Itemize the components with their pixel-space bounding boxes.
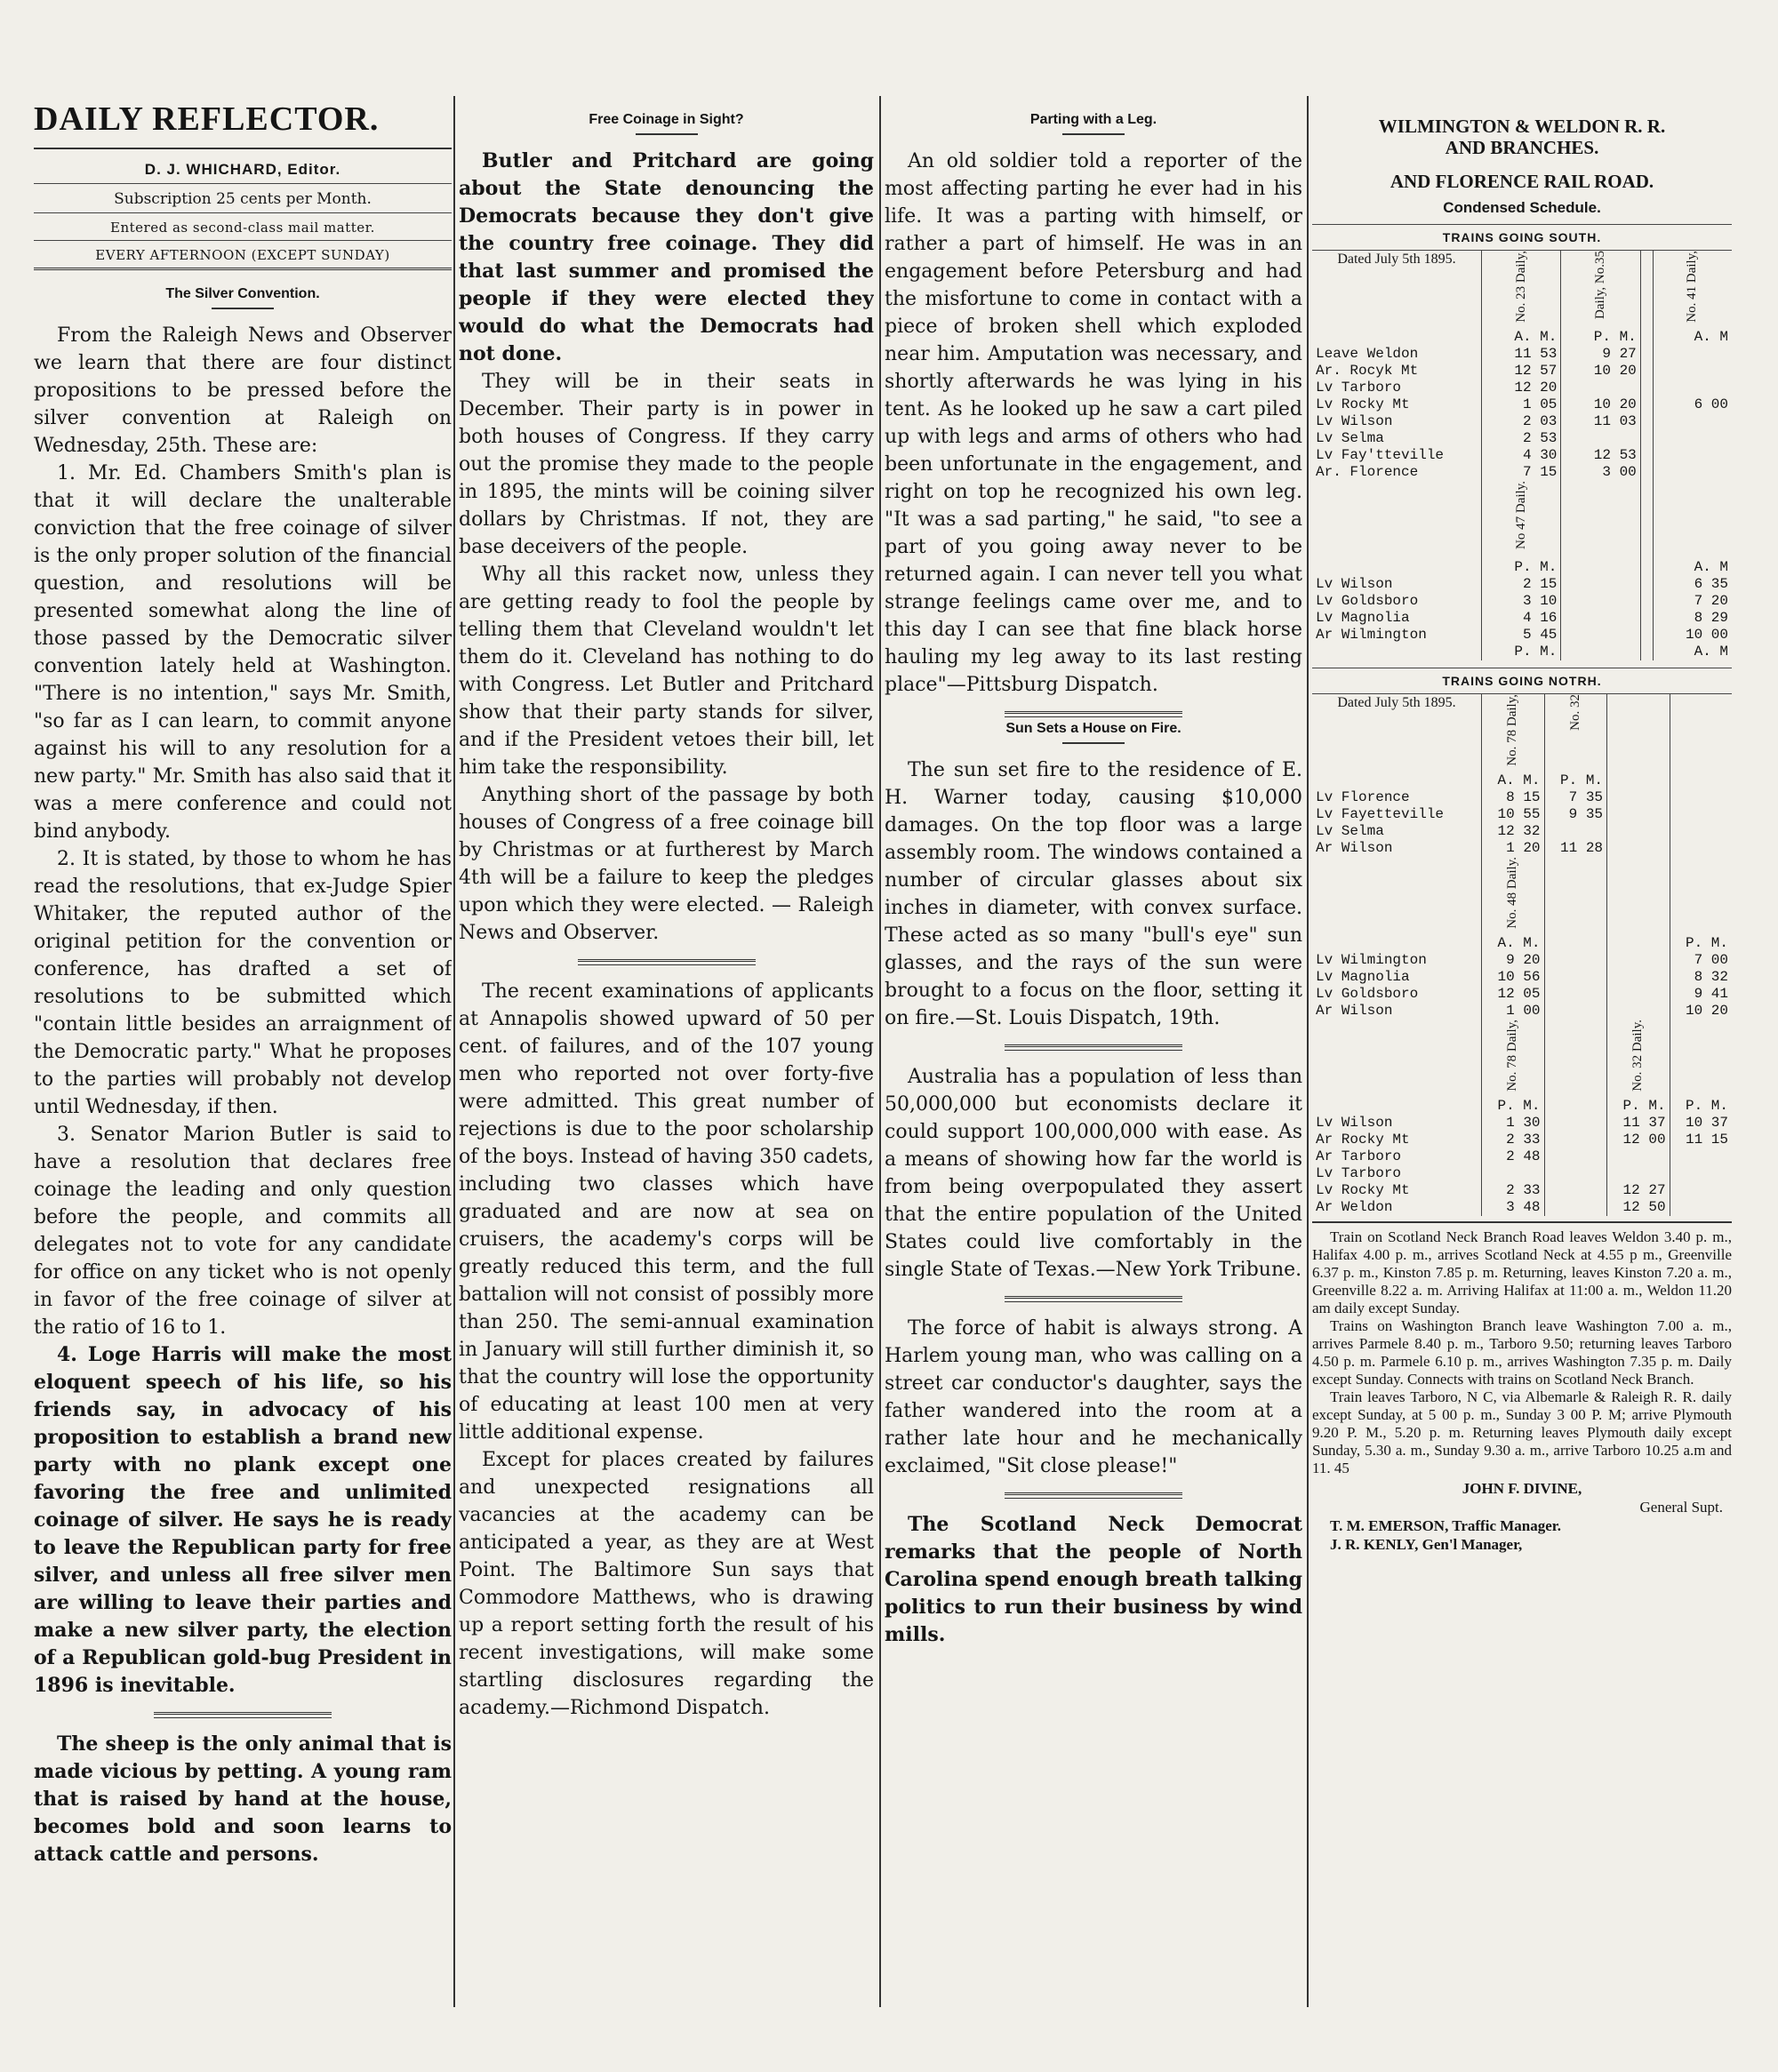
station-cell: Ar. Florence (1316, 464, 1419, 480)
time-cell: P. M. (1670, 935, 1732, 952)
time-cell (1640, 363, 1653, 380)
timetable-row (1312, 772, 1732, 789)
time-cell: 2 33 (1482, 1132, 1545, 1148)
time-cell: 7 00 (1670, 952, 1732, 969)
time-cell (1607, 823, 1670, 840)
station-cell: Lv Florence (1316, 789, 1410, 805)
time-cell (1640, 627, 1653, 644)
column-4 (1312, 96, 1732, 2007)
time-cell: 9 27 (1561, 346, 1640, 363)
dated-cell: Dated July 5th 1895. (1337, 695, 1456, 710)
south-rows (1312, 329, 1732, 481)
train-48-header: No. 48 Daily. (1505, 857, 1520, 929)
time-cell: 11 28 (1544, 840, 1607, 857)
subscription-line: Subscription 25 cents per Month. (34, 184, 452, 213)
timetable-row (1312, 789, 1732, 806)
station-cell: Lv Magnolia (1316, 969, 1410, 985)
station-cell (1312, 644, 1482, 660)
time-cell (1640, 610, 1653, 627)
timetable-row (1312, 430, 1732, 447)
station-cell: Ar Rocky Mt (1316, 1132, 1410, 1148)
time-cell (1544, 1115, 1607, 1132)
time-cell: 10 20 (1561, 363, 1640, 380)
time-cell (1544, 952, 1607, 969)
time-cell: 12 05 (1482, 986, 1545, 1003)
time-cell: 12 53 (1561, 447, 1640, 464)
timetable-row (1312, 935, 1732, 952)
time-cell: 11 37 (1607, 1115, 1670, 1132)
time-cell: 1 20 (1482, 840, 1545, 857)
time-cell (1653, 413, 1732, 430)
trains-south-heading: TRAINS GOING SOUTH. (1312, 224, 1732, 251)
time-cell: A. M. (1482, 935, 1545, 952)
time-cell (1607, 935, 1670, 952)
time-cell (1607, 1003, 1670, 1020)
time-cell: 3 10 (1482, 593, 1561, 610)
time-cell (1670, 1148, 1732, 1165)
time-cell (1670, 840, 1732, 857)
paragraph: They will be in their seats in December. Their party is in power in both houses of Congress. If they carry out the promise they made to the people in 1895, the mints will be coining silver dollars by Christmas. If not, they are base deceivers of the people. (459, 371, 874, 558)
timetable-row (1312, 644, 1732, 660)
time-cell (1544, 969, 1607, 986)
time-cell (1607, 952, 1670, 969)
time-cell: 10 20 (1670, 1003, 1732, 1020)
divider (1005, 1044, 1182, 1051)
time-cell: 9 35 (1544, 806, 1607, 823)
station-cell: Leave Weldon (1316, 346, 1419, 362)
masthead-title: DAILY REFLECTOR. (34, 100, 380, 138)
station-cell: Lv Tarboro (1316, 1165, 1402, 1181)
time-cell: P. M. (1561, 329, 1640, 346)
schedule-note: Trains on Washington Branch leave Washington 7.00 a. m., arrives Parmele 8.40 p. m., Tarboro 9.50; returning leaves Tarboro 4.50 p. m. Parmele 6.10 p. m., arrives Washington 7.35 p. m. Daily except Sunday. Connects with trains on Scotland Neck Branch. (1312, 1317, 1732, 1388)
station-cell: Lv Rocky Mt (1316, 1182, 1410, 1198)
railroad-title: AND BRANCHES. (1445, 137, 1599, 158)
time-cell: 2 48 (1482, 1148, 1545, 1165)
time-cell: A. M (1653, 559, 1732, 576)
editor-line: D. J. WHICHARD, Editor. (34, 155, 452, 184)
article-title: Free Coinage in Sight? (589, 112, 744, 127)
time-cell (1607, 840, 1670, 857)
time-cell: 8 15 (1482, 789, 1545, 806)
train-23-header: No. 23 Daily, (1513, 251, 1528, 323)
time-cell: 10 55 (1482, 806, 1545, 823)
column-2 (459, 96, 874, 2007)
time-cell: 12 32 (1482, 823, 1545, 840)
time-cell: 1 00 (1482, 1003, 1545, 1020)
time-cell: 12 20 (1482, 380, 1561, 396)
time-cell: 4 16 (1482, 610, 1561, 627)
time-cell: 4 30 (1482, 447, 1561, 464)
timetable-north (1312, 694, 1732, 1216)
time-cell (1561, 430, 1640, 447)
time-cell (1544, 1098, 1607, 1115)
time-cell (1561, 559, 1640, 576)
time-cell (1607, 986, 1670, 1003)
station-cell (1312, 559, 1482, 576)
station-cell (1312, 935, 1482, 952)
railroad-title: WILMINGTON & WELDON R. R. (1378, 116, 1666, 137)
divider (1312, 1221, 1732, 1223)
time-cell (1653, 346, 1732, 363)
time-cell: P. M. (1482, 644, 1561, 660)
time-cell: 1 30 (1482, 1115, 1545, 1132)
north3-rows (1312, 1098, 1732, 1216)
paragraph: The sun set fire to the residence of E. H. Warner today, causing $10,000 damages. On the top floor was a large assembly room. The windows contained a number of circular glasses about six inches in diameter, with convex surface. These acted as so many "bull's eye" sun glasses, and the rays of the sun were brought to a focus on the floor, setting it on fire.—St. Louis Dispatch, 19th. (885, 759, 1302, 1029)
station-cell: Ar Wilson (1316, 840, 1393, 856)
time-cell (1544, 986, 1607, 1003)
paragraph: Except for places created by failures and unexpected resignations all vacancies at the academy can be anticipated a year, as they are at West Point. The Baltimore Sun says that Commodore Matthews, who is drawing up a report setting forth the result of his recent investigations, will make some startling disclosures regarding the academy.—Richmond Dispatch. (459, 1449, 874, 1719)
timetable-row (1312, 1182, 1732, 1199)
newspaper-page (34, 96, 1732, 2016)
train-78-header: No. 78 Daily, (1505, 1020, 1520, 1092)
time-cell (1670, 789, 1732, 806)
schedule-line: EVERY AFTERNOON (EXCEPT SUNDAY) (34, 241, 452, 270)
time-cell: 12 57 (1482, 363, 1561, 380)
paragraph: The recent examinations of applicants at Annapolis showed upward of 50 per cent. of failures, and of the 107 young men who reported not over forty-five were admitted. This great number of rejections is due to the poor scholarship of the boys. Instead of having 350 cadets, including two classes which have graduated and are now at sea on cruisers, the academy's corps will be greatly reduced this term, and the full battalion will not consist of possibly more than 250. The semi-annual examination in January will still further diminish it, so that the country will lose the opportunity of educating at least 100 men at very little additional expense. (459, 980, 874, 1444)
time-cell (1640, 413, 1653, 430)
time-cell (1670, 806, 1732, 823)
time-cell (1561, 380, 1640, 396)
time-cell: 12 00 (1607, 1132, 1670, 1148)
signature-title: General Supt. (1639, 1499, 1723, 1516)
timetable-row (1312, 1003, 1732, 1020)
station-cell: Ar Wilmington (1316, 627, 1427, 643)
time-cell (1653, 430, 1732, 447)
time-cell (1607, 806, 1670, 823)
time-cell: 12 50 (1607, 1199, 1670, 1216)
station-cell: Lv Tarboro (1316, 380, 1402, 396)
time-cell (1640, 593, 1653, 610)
time-cell (1653, 447, 1732, 464)
station-cell: Lv Wilson (1316, 413, 1393, 429)
time-cell (1544, 1132, 1607, 1148)
time-cell (1607, 969, 1670, 986)
train-32-header: No. 32 Daily. (1630, 1020, 1646, 1092)
time-cell (1544, 1199, 1607, 1216)
article-title: Parting with a Leg. (1029, 112, 1157, 127)
paragraph: An old soldier told a reporter of the most affecting parting he ever had in his life. It was a parting with himself, or rather a part of himself. He was in an engagement before Petersburg and had the misfortune to come in contact with a piece of broken shell which exploded near him. Amputation was necessary, and shortly afterwards he was lying in his tent. As he looked up he saw a cart piled up with legs and arms of others who had been unfortunate in the engagement, and right on top he recognized his own leg. "It was a sad parting," he said, "to see a part of you going away never to be returned again. I can never tell you what strange feelings came over me, and to this day I can see that fine black horse hauling my leg away to its last resting place"—Pittsburg Dispatch. (885, 150, 1302, 696)
timetable-row (1312, 346, 1732, 363)
timetable-row (1312, 1165, 1732, 1182)
time-cell (1670, 1182, 1732, 1199)
time-cell: 10 00 (1653, 627, 1732, 644)
time-cell (1640, 346, 1653, 363)
time-cell: A. M. (1482, 772, 1545, 789)
timetable-row (1312, 627, 1732, 644)
paragraph: Why all this racket now, unless they are getting ready to fool the people by telling them that Cleveland wouldn't let them do it. Cleveland has nothing to do with Congress. Let Butler and Pritchard show that their party stands for silver, and if the President vetoes their bill, let him take the responsibility. (459, 564, 874, 779)
time-cell (1544, 1003, 1607, 1020)
timetable-row (1312, 396, 1732, 413)
north2-rows (1312, 935, 1732, 1020)
time-cell: A. M (1653, 329, 1732, 346)
timetable-south (1312, 251, 1732, 660)
time-cell: 7 15 (1482, 464, 1561, 481)
south2-rows (1312, 559, 1732, 660)
time-cell: P. M. (1482, 1098, 1545, 1115)
time-cell: 10 37 (1670, 1115, 1732, 1132)
time-cell: 9 41 (1670, 986, 1732, 1003)
train-35-header: Daily, No.35 (1593, 251, 1608, 319)
train-41-header: No. 41 Daily, (1685, 251, 1700, 323)
time-cell (1670, 1165, 1732, 1182)
time-cell (1640, 447, 1653, 464)
timetable-row (1312, 610, 1732, 627)
station-cell: Lv Goldsboro (1316, 986, 1419, 1002)
station-cell: Lv Wilson (1316, 1115, 1393, 1131)
dated-cell: Dated July 5th 1895. (1337, 252, 1456, 267)
divider (1062, 742, 1125, 744)
station-cell: Lv Selma (1316, 823, 1384, 839)
time-cell: 10 20 (1561, 396, 1640, 413)
time-cell (1482, 1165, 1545, 1182)
time-cell: 11 03 (1561, 413, 1640, 430)
paragraph: 1. Mr. Ed. Chambers Smith's plan is that it will declare the unalterable conviction that the free coinage of silver is the only proper solution of the financial question, and resolutions will be presented somewhat along the line of those passed by the Democratic silver convention lately held at Washington. "There is no intention," says Mr. Smith, "so far as I can learn, to commit anyone against his will to any resolution for a new party." Mr. Smith has also said that it was a mere conference and could not bind anybody. (34, 462, 452, 843)
station-cell: Ar. Rocyk Mt (1316, 363, 1419, 379)
time-cell: 6 35 (1653, 576, 1732, 593)
divider (154, 1712, 332, 1718)
time-cell (1653, 464, 1732, 481)
time-cell (1561, 627, 1640, 644)
timetable-row (1312, 1098, 1732, 1115)
article-title: Sun Sets a House on Fire. (1005, 721, 1181, 736)
time-cell (1670, 1199, 1732, 1216)
time-cell (1607, 772, 1670, 789)
timetable-row (1312, 1199, 1732, 1216)
divider (1005, 711, 1182, 717)
paragraph: 3. Senator Marion Butler is said to have a resolution that declares free coinage the leading and only question before the people, and commits all delegates not to vote for any candidate for office on any ticket who is not openly in favor of the free coinage of silver at the ratio of 16 to 1. (34, 1124, 452, 1339)
timetable-row (1312, 576, 1732, 593)
timetable-row (1312, 806, 1732, 823)
signature-traffic: T. M. EMERSON, Traffic Manager. (1330, 1517, 1562, 1534)
time-cell: A. M (1653, 644, 1732, 660)
time-cell (1640, 430, 1653, 447)
time-cell (1640, 559, 1653, 576)
time-cell: 1 05 (1482, 396, 1561, 413)
timetable-row (1312, 840, 1732, 857)
station-cell: Ar Wilson (1316, 1003, 1393, 1019)
divider (636, 133, 698, 135)
time-cell (1640, 396, 1653, 413)
divider (34, 148, 452, 149)
time-cell: A. M. (1482, 329, 1561, 346)
time-cell: 3 48 (1482, 1199, 1545, 1216)
paragraph: The force of habit is always strong. A Harlem young man, who was calling on a street car conductor's daughter, says the father wandered into the room at a rather late hour and he mechanically exclaimed, "Sit close please!" (885, 1317, 1302, 1477)
paragraph: The Scotland Neck Democrat remarks that the people of North Carolina spend enough breath talking politics to run their business by wind mills. (885, 1513, 1302, 1646)
time-cell (1544, 1182, 1607, 1199)
time-cell (1561, 610, 1640, 627)
time-cell: P. M. (1670, 1098, 1732, 1115)
timetable-row (1312, 464, 1732, 481)
time-cell: 8 29 (1653, 610, 1732, 627)
time-cell (1670, 823, 1732, 840)
time-cell: 2 33 (1482, 1182, 1545, 1199)
railroad-title: AND FLORENCE RAIL ROAD. (1390, 171, 1654, 192)
signature-manager: J. R. KENLY, Gen'l Manager, (1330, 1536, 1523, 1553)
timetable-row (1312, 329, 1732, 346)
time-cell: P. M. (1482, 559, 1561, 576)
time-cell: 9 20 (1482, 952, 1545, 969)
paragraph: 2. It is stated, by those to whom he has read the resolutions, that ex-Judge Spier Whitaker, the reputed author of the original petition for the convention or conference, has drafted a set of resolutions to be submitted which "contain little besides an arraignment of the Democratic party." What he proposes to the parties will probably not develop until Wednesday, if then. (34, 848, 452, 1118)
timetable-row (1312, 380, 1732, 396)
timetable-row (1312, 969, 1732, 986)
time-cell: 6 00 (1653, 396, 1732, 413)
article-title: The Silver Convention. (165, 286, 320, 301)
time-cell: 3 00 (1561, 464, 1640, 481)
train-78-header: No. 78 Daily, (1505, 694, 1520, 766)
paragraph: The sheep is the only animal that is made vicious by petting. A young ram that is raised by hand at the house, becomes bold and soon learns to attack cattle and persons. (34, 1732, 452, 1866)
schedule-note: Train leaves Tarboro, N C, via Albemarle & Raleigh R. R. daily except Sunday, at 5 00 p. m., Sunday 3 00 P. M; arrive Plymouth 9.20 P. M., 5.20 p. m. Returning leaves Plymouth daily except Sunday, 5.30 a. m., Sunday 9.30 a. m., arrive Tarboro 10.25 a.m and 11. 45 (1312, 1388, 1732, 1476)
schedule-subtitle: Condensed Schedule. (1443, 199, 1601, 216)
time-cell: 2 53 (1482, 430, 1561, 447)
time-cell: 11 15 (1670, 1132, 1732, 1148)
paragraph: 4. Loge Harris will make the most eloquent speech of his life, so his friends say, in advocacy of his proposition to establish a brand new party with no plank except one favoring the free and unlimited coinage of silver. He says he is ready to leave the Republican party for free silver, and unless all free silver men are willing to leave their parties and make a new silver party, the election of a Republican gold-bug President in 1896 is inevitable. (34, 1343, 452, 1697)
time-cell (1640, 329, 1653, 346)
divider (1062, 133, 1125, 135)
time-cell (1640, 644, 1653, 660)
time-cell (1561, 576, 1640, 593)
station-cell: Lv Goldsboro (1316, 593, 1419, 609)
time-cell: 2 03 (1482, 413, 1561, 430)
time-cell (1640, 380, 1653, 396)
timetable-row (1312, 952, 1732, 969)
paragraph: From the Raleigh News and Observer we learn that there are four distinct propositions to be pressed before the silver convention at Raleigh on Wednesday, 25th. These are: (34, 324, 452, 457)
time-cell (1653, 380, 1732, 396)
paragraph: Anything short of the passage by both houses of Congress of a free coinage bill by Christmas or at furtherest by March 4th will be a failure to keep the pledges upon which they were elected. — Raleigh News and Observer. (459, 784, 874, 944)
station-cell: Lv Selma (1316, 430, 1384, 446)
train-32-header: No. 32 (1567, 694, 1582, 731)
station-cell: Ar Tarboro (1316, 1148, 1402, 1164)
time-cell (1544, 1165, 1607, 1182)
divider (212, 308, 274, 309)
time-cell (1607, 1148, 1670, 1165)
column-3 (885, 96, 1302, 2007)
timetable-row (1312, 1148, 1732, 1165)
station-cell: Lv Rocky Mt (1316, 396, 1410, 412)
station-cell: Lv Fay'tteville (1316, 447, 1445, 463)
divider (1005, 1492, 1182, 1499)
trains-north-heading: TRAINS GOING NOTRH. (1312, 668, 1732, 694)
timetable-row (1312, 363, 1732, 380)
time-cell: 11 53 (1482, 346, 1561, 363)
time-cell (1561, 644, 1640, 660)
paragraph: Australia has a population of less than 50,000,000 but economists declare it could support 100,000,000 with ease. As a means of showing how far the world is from being overpopulated they assert that the entire population of the United States could live comfortably in the single State of Texas.—New York Tribune. (885, 1066, 1302, 1281)
time-cell (1653, 363, 1732, 380)
north-rows (1312, 772, 1732, 857)
station-cell: Lv Fayetteville (1316, 806, 1445, 822)
time-cell (1544, 935, 1607, 952)
train-47-header: No 47 Daily. (1513, 481, 1528, 549)
column-rule (879, 96, 881, 2007)
time-cell (1640, 576, 1653, 593)
timetable-row (1312, 1115, 1732, 1132)
divider (1005, 1296, 1182, 1302)
column-rule (453, 96, 455, 2007)
station-cell: Lv Wilmington (1316, 952, 1427, 968)
entered-line: Entered as second-class mail matter. (34, 213, 452, 241)
timetable-row (1312, 823, 1732, 840)
timetable-row (1312, 1132, 1732, 1148)
time-cell (1670, 772, 1732, 789)
time-cell (1607, 1165, 1670, 1182)
time-cell (1544, 823, 1607, 840)
schedule-note: Train on Scotland Neck Branch Road leaves Weldon 3.40 p. m., Halifax 4.00 p. m., arrives Scotland Neck at 4.55 p m., Greenville 6.37 p. m., Kinston 7.85 p. m. Returning, leaves Kinston 7.20 a. m., Greenville 8.22 a. m. Arriving Halifax at 11:00 a. m., Weldon 11.20 am daily except Sunday. (1312, 1228, 1732, 1316)
timetable-row (1312, 447, 1732, 464)
time-cell: P. M. (1607, 1098, 1670, 1115)
station-cell: Ar Weldon (1316, 1199, 1393, 1215)
station-cell: Lv Wilson (1316, 576, 1393, 592)
signature-name: JOHN F. DIVINE, (1462, 1480, 1582, 1497)
timetable-row (1312, 986, 1732, 1003)
station-cell (1312, 772, 1482, 789)
station-cell: Lv Magnolia (1316, 610, 1410, 626)
time-cell: 12 27 (1607, 1182, 1670, 1199)
time-cell: 8 32 (1670, 969, 1732, 986)
paragraph: Butler and Pritchard are going about the State denouncing the Democrats because they don't give the country free coinage. They did that last summer and promised the people if they were elected they would do what the Democrats had not done. (459, 149, 874, 365)
time-cell (1640, 464, 1653, 481)
station-cell (1312, 1098, 1482, 1115)
timetable-row (1312, 593, 1732, 610)
time-cell: 5 45 (1482, 627, 1561, 644)
time-cell: 7 20 (1653, 593, 1732, 610)
column-1 (34, 96, 452, 2007)
column-rule (1307, 96, 1309, 2007)
time-cell: 7 35 (1544, 789, 1607, 806)
divider (578, 959, 756, 965)
timetable-row (1312, 413, 1732, 430)
timetable-row (1312, 559, 1732, 576)
time-cell: P. M. (1544, 772, 1607, 789)
station-cell (1312, 329, 1482, 346)
time-cell (1561, 593, 1640, 610)
time-cell: 10 56 (1482, 969, 1545, 986)
time-cell: 2 15 (1482, 576, 1561, 593)
time-cell (1607, 789, 1670, 806)
time-cell (1544, 1148, 1607, 1165)
